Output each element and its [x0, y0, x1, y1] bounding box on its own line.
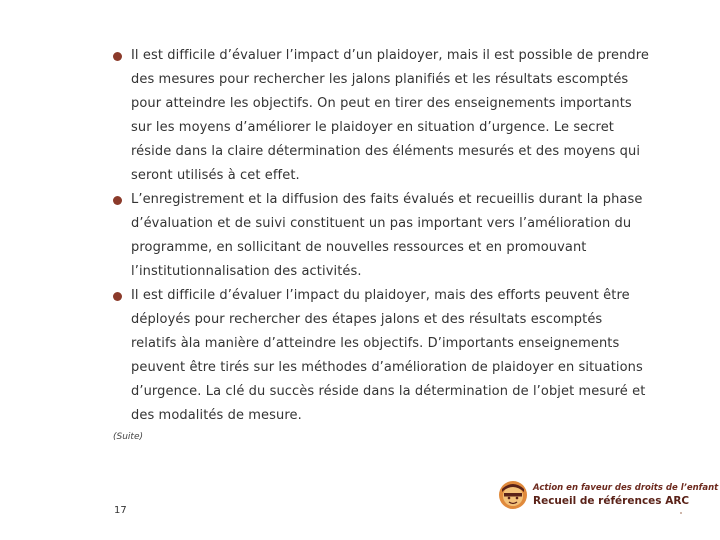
logo-tagline: Action en faveur des droits de l’enfant [533, 482, 719, 493]
bullet-item [113, 284, 693, 428]
child-face-icon [498, 480, 528, 510]
arc-logo [498, 480, 718, 510]
bullet-text: L’enregistrement et la diffusion des faits évalués et recueillis durant la phase d’évaluation et de suivi constituent un pas important vers l’amélioration du programme, en sollicitant de nouvelles ressources et en promouvant l’institutionnalisation des activités. [131, 192, 643, 279]
bullet-dot-icon [113, 292, 122, 301]
bullet-text: Il est difficile d’évaluer l’impact du plaidoyer, mais des efforts peuvent être déployés pour rechercher des étapes jalons et des résultats escomptés relatifs àla manière d’atteindre les objectifs. D’importants enseignements peuvent être tirés sur les méthodes d’amélioration de plaidoyer en situations d’urgence. La clé du succès réside dans la détermination de l’objet mesuré et des modalités de mesure. [131, 288, 646, 423]
bullet-item [113, 44, 693, 188]
bullet-list [113, 44, 693, 428]
bullet-dot-icon [113, 52, 122, 61]
bullet-text: Il est difficile d’évaluer l’impact d’un plaidoyer, mais il est possible de prendre des mesures pour rechercher les jalons planifiés et les résultats escomptés pour atteindre les objectifs. On peut en tirer des enseignements importants sur les moyens d’améliorer le plaidoyer en situation d’urgence. Le secret réside dans la claire détermination des éléments mesurés et des moyens qui seront utilisés à cet effet. [131, 48, 650, 183]
logo-title: Recueil de références ARC [533, 494, 690, 507]
decorative-dot [680, 512, 682, 514]
bullet-dot-icon [113, 196, 122, 205]
page-number: 17 [114, 505, 127, 516]
continued-note: (Suite) [113, 432, 144, 442]
bullet-item [113, 188, 693, 284]
